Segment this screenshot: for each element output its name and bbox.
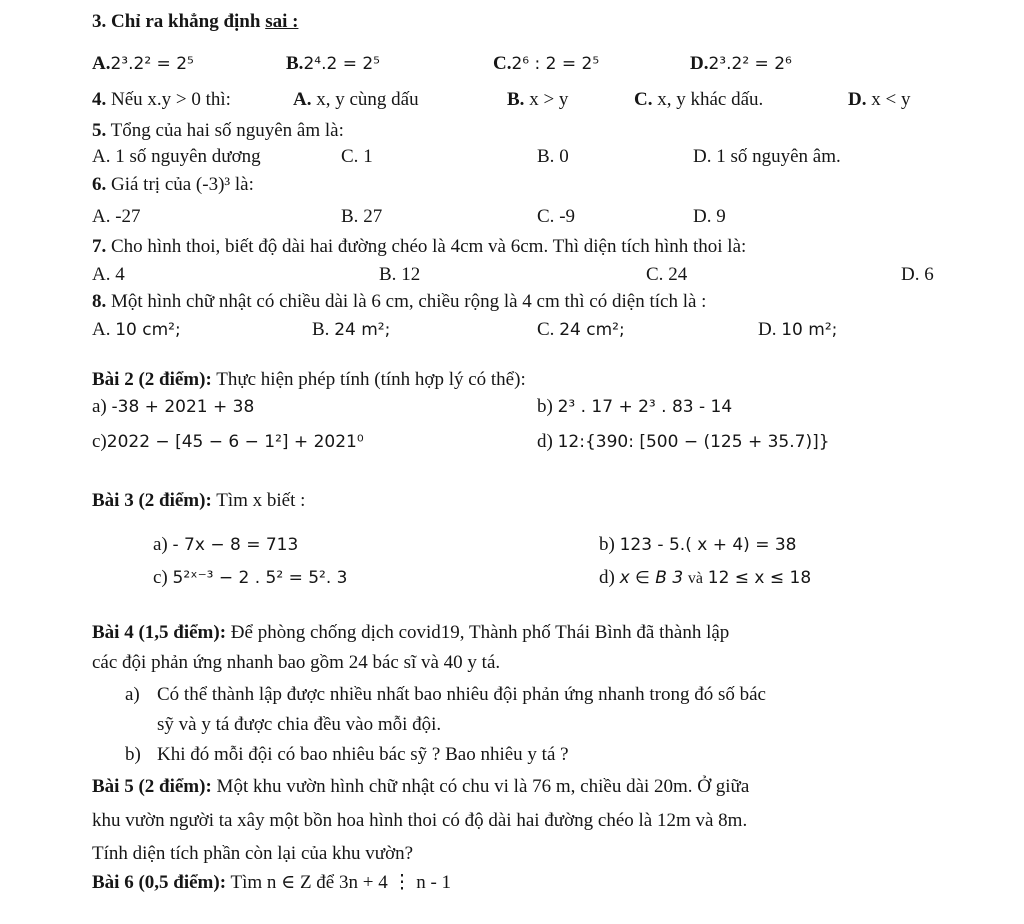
q3-text: Chỉ ra khẳng định	[111, 11, 261, 32]
option-label: C.	[341, 146, 359, 167]
option-label: D.	[690, 53, 709, 74]
option-label: A.	[92, 53, 111, 74]
option-label: D.	[693, 146, 712, 167]
option-expression: 2³.2² = 2⁵	[110, 54, 194, 74]
bai6-text: Tìm n ∈ Z để 3n + 4 ⋮ n - 1	[230, 872, 452, 893]
q7-option-d	[901, 263, 934, 287]
bai3-part-c	[153, 566, 348, 590]
option-text: 4	[115, 264, 125, 285]
option-text: 10 cm²;	[115, 320, 181, 340]
q6-prompt	[92, 173, 254, 197]
part-label: d)	[537, 431, 553, 452]
part-expression: - 7x − 8 = 713	[172, 535, 299, 555]
option-text: x > y	[529, 89, 569, 110]
q4-option-b	[507, 88, 568, 112]
q7-option-a	[92, 263, 125, 287]
q8-prompt	[92, 290, 706, 314]
q3-prompt	[92, 10, 298, 34]
q3-number: 3.	[92, 11, 107, 32]
q7-number: 7.	[92, 236, 107, 257]
bai4-part-a-text-line2: sỹ và y tá được chia đều vào mỗi đội.	[157, 714, 442, 735]
option-text: 27	[363, 206, 383, 227]
bai5-text-line2: khu vườn người ta xây một bồn hoa hình thoi có độ dài hai đường chéo là 12m và 8m.	[92, 810, 748, 831]
option-text: 1 số nguyên dương	[115, 146, 261, 167]
option-text: 10 m²;	[781, 320, 838, 340]
part-label: d)	[599, 567, 615, 588]
q8-text: Một hình chữ nhật có chiều dài là 6 cm, chiều rộng là 4 cm thì có diện tích là :	[111, 291, 707, 312]
option-label: A.	[293, 89, 312, 110]
option-label: D.	[848, 89, 867, 110]
bai5-text: Một khu vườn hình chữ nhật có chu vi là 76 m, chiều dài 20m. Ở giữa	[216, 776, 750, 797]
q3-option-d	[690, 52, 792, 76]
q5-prompt	[92, 119, 344, 143]
option-label: D.	[693, 206, 712, 227]
part-expression: 2³ . 17 + 2³ . 83 - 14	[557, 397, 733, 417]
part-expression: x ∈ B 3	[619, 568, 684, 588]
option-text: x, y khác dấu.	[657, 89, 764, 110]
bai2-part-a	[92, 395, 254, 419]
part-label: c)	[92, 431, 107, 452]
option-label: B.	[537, 146, 555, 167]
q3-option-a	[92, 52, 194, 76]
conjunction: và	[687, 570, 703, 587]
option-text: 24 cm²;	[559, 320, 625, 340]
q7-text: Cho hình thoi, biết độ dài hai đường chéo là 4cm và 6cm. Thì diện tích hình thoi là:	[111, 236, 747, 257]
q6-option-c	[537, 205, 575, 229]
bai4-part-b-text: Khi đó mỗi đội có bao nhiêu bác sỹ ? Bao nhiêu y tá ?	[157, 744, 569, 765]
part-expression: 123 - 5.( x + 4) = 38	[619, 535, 797, 555]
part-label: b)	[537, 396, 553, 417]
part-label: a)	[153, 534, 168, 555]
option-label: B.	[341, 206, 359, 227]
part-label: a)	[92, 396, 107, 417]
q8-option-b	[312, 318, 390, 342]
bai3-part-b	[599, 533, 796, 557]
q6-number: 6.	[92, 174, 107, 195]
q7-prompt	[92, 235, 746, 259]
q4-prompt	[92, 88, 231, 112]
bai3-part-d	[599, 566, 811, 591]
bai5-heading	[92, 775, 749, 799]
q5-option-a	[92, 145, 261, 169]
option-expression: 2⁴.2 = 2⁵	[303, 54, 380, 74]
part-expression: 5²ˣ⁻³ − 2 . 5² = 5². 3	[172, 568, 348, 588]
bai4-heading	[92, 621, 729, 645]
bai4-part-a-text: Có thể thành lập được nhiều nhất bao nhiêu đội phản ứng nhanh trong đó số bác	[157, 684, 766, 705]
bai2-title: Bài 2 (2 điểm):	[92, 369, 212, 390]
option-expression: 2³.2² = 2⁶	[708, 54, 792, 74]
option-label: A.	[92, 146, 111, 167]
option-text: 24 m²;	[334, 320, 391, 340]
option-label: C.	[646, 264, 664, 285]
bai4-text-line2: các đội phản ứng nhanh bao gồm 24 bác sĩ và 40 y tá.	[92, 652, 501, 673]
option-text: 6	[924, 264, 934, 285]
q7-option-c	[646, 263, 687, 287]
part-expression: 12:{390: [500 − (125 + 35.7)]}	[557, 432, 830, 452]
option-label: B.	[379, 264, 397, 285]
option-label: C.	[634, 89, 653, 110]
q3-keyword: sai :	[265, 11, 299, 32]
q8-option-d	[758, 318, 837, 342]
option-label: D.	[758, 319, 777, 340]
option-label: D.	[901, 264, 920, 285]
bai2-part-b	[537, 395, 732, 419]
bai2-part-d	[537, 430, 830, 454]
bai3-text: Tìm x biết :	[216, 490, 306, 511]
q5-option-b	[537, 145, 569, 169]
option-label: C.	[493, 53, 512, 74]
q3-option-b	[286, 52, 380, 76]
part-label: b)	[599, 534, 615, 555]
part-expression: -38 + 2021 + 38	[111, 397, 255, 417]
option-text: x, y cùng dấu	[316, 89, 419, 110]
bai6-heading	[92, 871, 451, 895]
q4-option-c	[634, 88, 763, 112]
q7-option-b	[379, 263, 420, 287]
part-label: b)	[125, 744, 141, 765]
bai3-heading	[92, 489, 305, 513]
q5-text: Tổng của hai số nguyên âm là:	[110, 120, 344, 141]
option-text: 0	[559, 146, 569, 167]
option-label: C.	[537, 206, 555, 227]
option-text: -27	[115, 206, 141, 227]
option-text: 1 số nguyên âm.	[716, 146, 841, 167]
bai5-text-line3: Tính diện tích phần còn lại của khu vườn?	[92, 843, 414, 864]
option-text: x < y	[871, 89, 911, 110]
range-expression: 12 ≤ x ≤ 18	[707, 568, 812, 588]
part-label: a)	[125, 684, 140, 705]
option-label: B.	[286, 53, 304, 74]
q8-option-c	[537, 318, 625, 342]
q5-number: 5.	[92, 120, 107, 141]
part-label: c)	[153, 567, 168, 588]
bai6-title: Bài 6 (0,5 điểm):	[92, 872, 227, 893]
option-text: -9	[559, 206, 576, 227]
option-label: A.	[92, 319, 111, 340]
option-text: 9	[716, 206, 726, 227]
bai5-title: Bài 5 (2 điểm):	[92, 776, 212, 797]
option-label: A.	[92, 264, 111, 285]
option-text: 12	[401, 264, 421, 285]
bai4-title: Bài 4 (1,5 điểm):	[92, 622, 227, 643]
q6-option-d	[693, 205, 726, 229]
q6-option-b	[341, 205, 382, 229]
option-label: C.	[537, 319, 555, 340]
option-expression: 2⁶ : 2 = 2⁵	[511, 54, 600, 74]
bai2-part-c	[92, 430, 364, 454]
part-expression: 2022 − [45 − 6 − 1²] + 2021⁰	[106, 432, 364, 452]
q4-text: Nếu x.y > 0 thì:	[111, 89, 231, 110]
option-text: 1	[363, 146, 373, 167]
q8-number: 8.	[92, 291, 107, 312]
option-text: 24	[668, 264, 688, 285]
bai2-text: Thực hiện phép tính (tính hợp lý có thể):	[216, 369, 526, 390]
q6-text: Giá trị của (-3)³ là:	[111, 174, 254, 195]
bai2-heading	[92, 368, 526, 392]
q5-option-c	[341, 145, 373, 169]
q8-option-a	[92, 318, 181, 342]
bai4-text: Để phòng chống dịch covid19, Thành phố Thái Bình đã thành lập	[230, 622, 730, 643]
option-label: A.	[92, 206, 111, 227]
option-label: B.	[312, 319, 330, 340]
bai3-part-a	[153, 533, 298, 557]
option-label: B.	[507, 89, 525, 110]
q3-option-c	[493, 52, 599, 76]
q4-option-a	[293, 88, 419, 112]
q5-option-d	[693, 145, 841, 169]
bai3-title: Bài 3 (2 điểm):	[92, 490, 212, 511]
q6-option-a	[92, 205, 141, 229]
q4-number: 4.	[92, 89, 107, 110]
q4-option-d	[848, 88, 910, 112]
